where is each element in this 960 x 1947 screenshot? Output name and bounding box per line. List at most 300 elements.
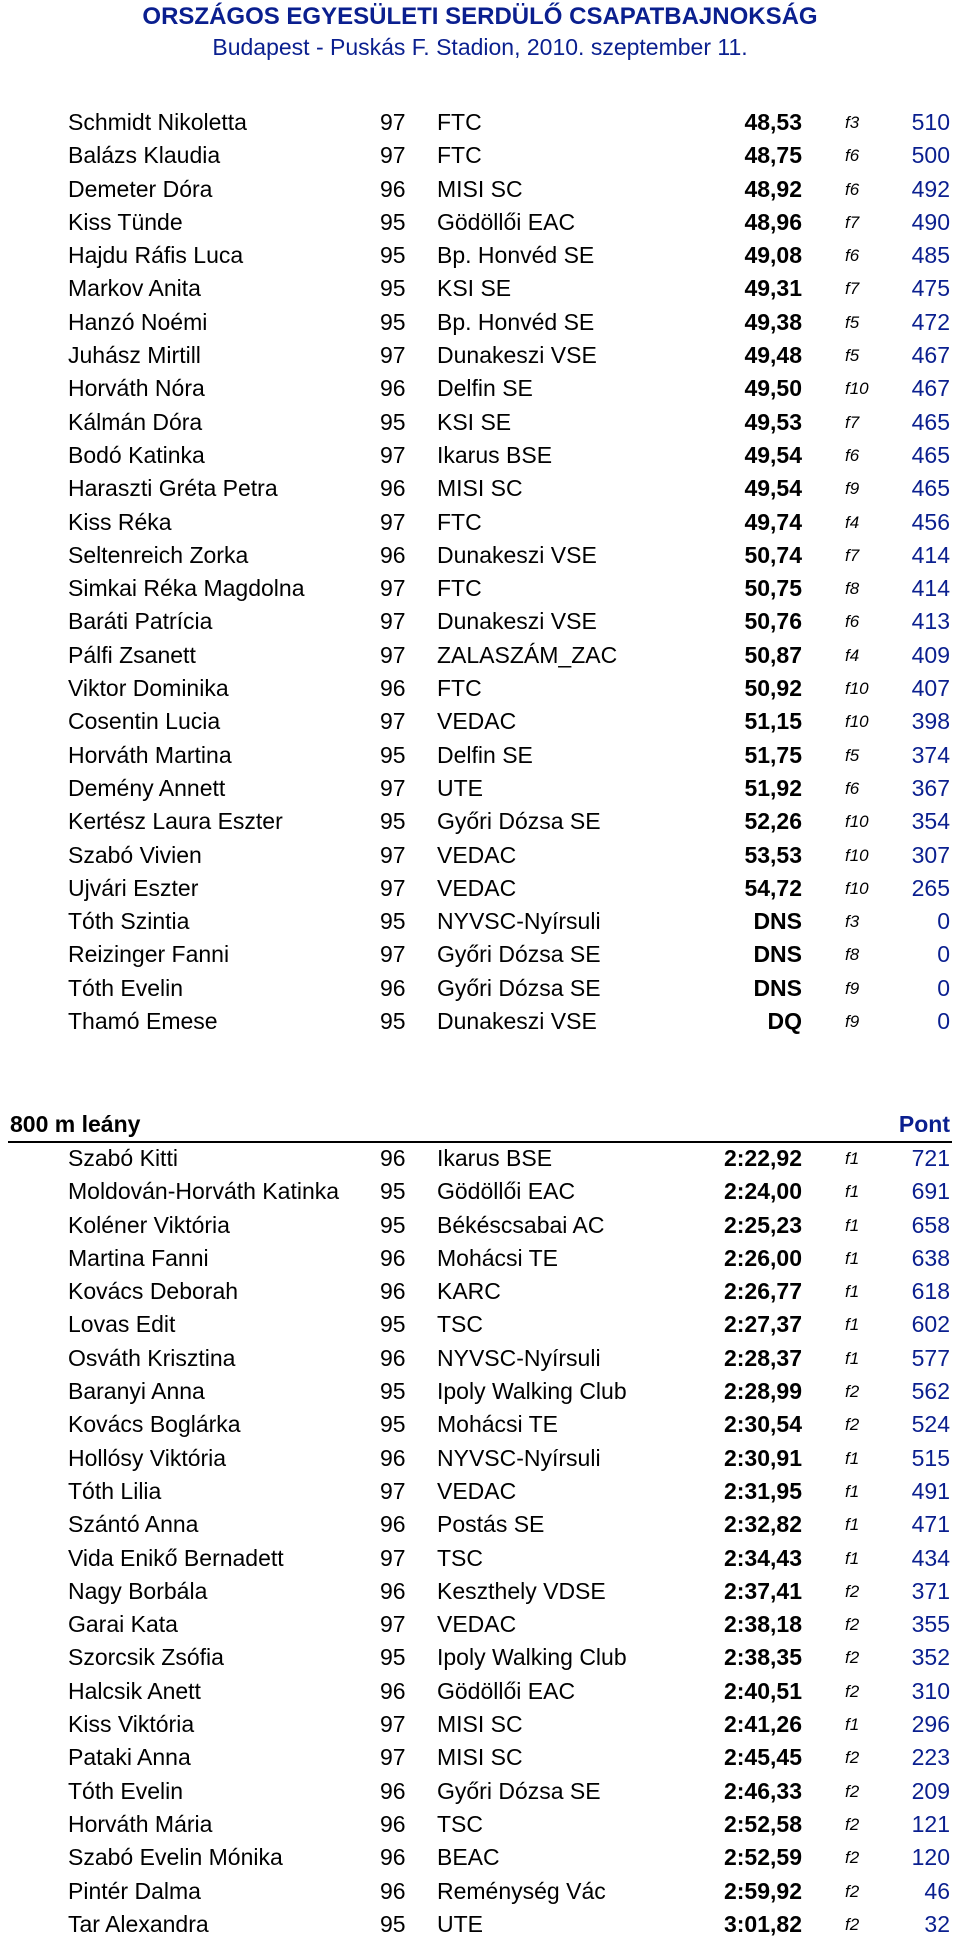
club-name: Gödöllői EAC	[437, 208, 576, 235]
results-table-1	[0, 106, 960, 1038]
table-row	[0, 539, 960, 572]
club-name: Bp. Honvéd SE	[437, 308, 595, 335]
athlete-name: Garai Kata	[68, 1611, 178, 1638]
result-time: 51,15	[744, 708, 802, 735]
club-name: Békéscsabai AC	[437, 1211, 605, 1238]
result-time: 49,48	[744, 342, 802, 369]
athlete-name: Nagy Borbála	[68, 1577, 208, 1604]
table-row	[0, 1275, 960, 1308]
club-name: ZALASZÁM_ZAC	[437, 641, 618, 668]
result-time: 2:52,59	[723, 1844, 802, 1871]
heat-label: f4	[845, 645, 860, 665]
points-value: 0	[937, 908, 950, 935]
birth-year: 96	[380, 1877, 406, 1904]
points-value: 490	[911, 208, 950, 235]
heat-label: f1	[845, 1481, 860, 1501]
table-row	[0, 1841, 960, 1874]
athlete-name: Baranyi Anna	[68, 1378, 205, 1405]
table-row	[0, 772, 960, 805]
athlete-name: Lovas Edit	[68, 1311, 176, 1338]
birth-year: 95	[380, 242, 406, 269]
heat-label: f2	[845, 1781, 860, 1801]
heat-label: f2	[845, 1881, 860, 1901]
result-time: 50,76	[744, 608, 802, 635]
heat-label: f2	[845, 1848, 860, 1868]
athlete-name: Tóth Lilia	[68, 1477, 162, 1504]
heat-label: f9	[845, 1012, 860, 1032]
birth-year: 97	[380, 774, 406, 801]
table-row	[0, 339, 960, 372]
table-row	[0, 739, 960, 772]
table-row	[0, 406, 960, 439]
athlete-name: Cosentin Lucia	[68, 708, 221, 735]
heat-label: f2	[845, 1681, 860, 1701]
section-header-800m	[8, 1108, 952, 1143]
birth-year: 96	[380, 1511, 406, 1538]
heat-label: f7	[845, 412, 860, 432]
athlete-name: Tóth Evelin	[68, 974, 184, 1001]
result-time: 48,53	[744, 109, 802, 135]
athlete-name: Hollósy Viktória	[68, 1444, 227, 1471]
points-value: 638	[911, 1244, 950, 1271]
birth-year: 95	[380, 1178, 406, 1205]
birth-year: 97	[380, 142, 406, 169]
result-time: 2:52,58	[723, 1810, 802, 1837]
points-value: 32	[924, 1910, 950, 1937]
page-title: ORSZÁGOS EGYESÜLETI SERDÜLŐ CSAPATBAJNOKSÁG	[142, 3, 818, 30]
points-value: 472	[911, 308, 950, 335]
table-row	[0, 1608, 960, 1641]
table-row	[0, 1342, 960, 1375]
club-name: Ipoly Walking Club	[437, 1644, 627, 1671]
points-value: 120	[911, 1844, 950, 1871]
result-time: 51,75	[744, 741, 802, 768]
table-row	[0, 272, 960, 305]
points-value: 414	[911, 575, 950, 602]
heat-label: f10	[845, 845, 869, 865]
table-row	[0, 839, 960, 872]
birth-year: 96	[380, 1577, 406, 1604]
club-name: KSI SE	[437, 275, 512, 302]
athlete-name: Kovács Deborah	[68, 1278, 239, 1305]
athlete-name: Ujvári Eszter	[68, 874, 199, 901]
table-row	[0, 1741, 960, 1774]
points-value: 492	[911, 175, 950, 202]
heat-label: f2	[845, 1615, 860, 1635]
club-name: Dunakeszi VSE	[437, 608, 597, 635]
athlete-name: Viktor Dominika	[68, 675, 229, 702]
birth-year: 95	[380, 908, 406, 935]
club-name: TSC	[437, 1810, 483, 1837]
birth-year: 95	[380, 1910, 406, 1937]
birth-year: 96	[380, 175, 406, 202]
points-value: 0	[937, 1008, 950, 1035]
athlete-name: Hanzó Noémi	[68, 308, 208, 335]
club-name: FTC	[437, 109, 482, 135]
heat-label: f5	[845, 346, 860, 366]
result-time: DNS	[753, 974, 802, 1001]
points-value: 409	[911, 641, 950, 668]
heat-label: f1	[845, 1448, 860, 1468]
athlete-name: Kiss Viktória	[68, 1711, 195, 1738]
points-value: 456	[911, 508, 950, 535]
club-name: NYVSC-Nyírsuli	[437, 908, 601, 935]
table-row	[0, 1875, 960, 1908]
club-name: Postás SE	[437, 1511, 545, 1538]
athlete-name: Kálmán Dóra	[68, 408, 203, 435]
athlete-name: Szabó Kitti	[68, 1145, 178, 1171]
table-row	[0, 1675, 960, 1708]
result-time: DNS	[753, 941, 802, 968]
points-value: 209	[911, 1777, 950, 1804]
result-time: 52,26	[744, 808, 802, 835]
club-name: NYVSC-Nyírsuli	[437, 1444, 601, 1471]
points-value: 434	[911, 1544, 950, 1571]
table-row	[0, 1005, 960, 1038]
page-subtitle: Budapest - Puskás F. Stadion, 2010. szeptember 11.	[212, 34, 748, 60]
athlete-name: Halcsik Anett	[68, 1677, 201, 1704]
club-name: Keszthely VDSE	[437, 1577, 606, 1604]
table-row	[0, 905, 960, 938]
result-time: 2:25,23	[723, 1211, 802, 1238]
heat-label: f3	[845, 113, 860, 132]
result-time: 2:31,95	[723, 1477, 802, 1504]
birth-year: 97	[380, 1477, 406, 1504]
points-value: 515	[911, 1444, 950, 1471]
athlete-name: Hajdu Ráfis Luca	[68, 242, 244, 269]
result-time: DQ	[767, 1008, 802, 1035]
athlete-name: Szabó Vivien	[68, 841, 202, 868]
birth-year: 95	[380, 1008, 406, 1035]
heat-label: f6	[845, 612, 860, 632]
athlete-name: Vida Enikő Bernadett	[68, 1544, 284, 1571]
athlete-name: Osváth Krisztina	[68, 1344, 236, 1371]
club-name: TSC	[437, 1544, 483, 1571]
heat-label: f9	[845, 978, 860, 998]
heat-label: f6	[845, 179, 860, 199]
points-value: 471	[911, 1511, 950, 1538]
birth-year: 95	[380, 1644, 406, 1671]
points-value: 414	[911, 541, 950, 568]
athlete-name: Demeter Dóra	[68, 175, 213, 202]
birth-year: 96	[380, 1444, 406, 1471]
table-row	[0, 1408, 960, 1441]
heat-label: f1	[845, 1348, 860, 1368]
club-name: MISI SC	[437, 1711, 523, 1738]
club-name: KSI SE	[437, 408, 512, 435]
points-value: 485	[911, 242, 950, 269]
club-name: VEDAC	[437, 1611, 517, 1638]
result-time: 2:30,54	[723, 1411, 802, 1438]
club-name: Mohácsi TE	[437, 1411, 559, 1438]
club-name: FTC	[437, 675, 482, 702]
points-value: 371	[911, 1577, 950, 1604]
table-row	[0, 1641, 960, 1674]
table-row	[0, 206, 960, 239]
birth-year: 96	[380, 475, 406, 502]
birth-year: 95	[380, 208, 406, 235]
heat-label: f5	[845, 745, 860, 765]
heat-label: f10	[845, 379, 869, 399]
club-name: UTE	[437, 1910, 483, 1937]
club-name: Győri Dózsa SE	[437, 974, 601, 1001]
result-time: 2:41,26	[723, 1711, 802, 1738]
birth-year: 96	[380, 1244, 406, 1271]
athlete-name: Markov Anita	[68, 275, 201, 302]
result-time: 53,53	[744, 841, 802, 868]
result-time: 2:24,00	[723, 1178, 802, 1205]
points-value: 223	[911, 1744, 950, 1771]
result-time: 49,38	[744, 308, 802, 335]
heat-label: f2	[845, 1914, 860, 1934]
table-row	[0, 1508, 960, 1541]
table-row	[0, 139, 960, 172]
heat-label: f1	[845, 1715, 860, 1735]
points-value: 618	[911, 1278, 950, 1305]
points-value: 367	[911, 774, 950, 801]
athlete-name: Demény Annett	[68, 774, 226, 801]
table-row	[0, 1808, 960, 1841]
points-value: 465	[911, 441, 950, 468]
points-value: 352	[911, 1644, 950, 1671]
heat-label: f1	[845, 1215, 860, 1235]
birth-year: 95	[380, 741, 406, 768]
points-value: 354	[911, 808, 950, 835]
club-name: Győri Dózsa SE	[437, 941, 601, 968]
result-time: 2:30,91	[723, 1444, 802, 1471]
club-name: TSC	[437, 1311, 483, 1338]
club-name: MISI SC	[437, 1744, 523, 1771]
club-name: FTC	[437, 575, 482, 602]
heat-label: f1	[845, 1182, 860, 1202]
club-name: Bp. Honvéd SE	[437, 242, 595, 269]
heat-label: f1	[845, 1248, 860, 1268]
athlete-name: Horváth Mária	[68, 1810, 213, 1837]
result-time: 2:45,45	[723, 1744, 802, 1771]
athlete-name: Haraszti Gréta Petra	[68, 475, 278, 502]
club-name: Győri Dózsa SE	[437, 1777, 601, 1804]
points-value: 46	[924, 1877, 950, 1904]
heat-label: f2	[845, 1748, 860, 1768]
heat-label: f1	[845, 1548, 860, 1568]
birth-year: 97	[380, 109, 406, 135]
club-name: Gödöllői EAC	[437, 1677, 576, 1704]
table-row	[0, 173, 960, 206]
table-row	[0, 1308, 960, 1341]
table-row	[0, 1209, 960, 1242]
result-time: 2:34,43	[723, 1544, 802, 1571]
result-time: 2:46,33	[723, 1777, 802, 1804]
club-name: Gödöllői EAC	[437, 1178, 576, 1205]
table-row	[0, 506, 960, 539]
birth-year: 97	[380, 575, 406, 602]
result-time: 2:28,99	[723, 1378, 802, 1405]
points-value: 658	[911, 1211, 950, 1238]
table-row	[0, 472, 960, 505]
points-value: 467	[911, 375, 950, 402]
club-name: Ikarus BSE	[437, 1145, 553, 1171]
heat-label: f5	[845, 312, 860, 332]
club-name: VEDAC	[437, 708, 517, 735]
birth-year: 97	[380, 342, 406, 369]
result-time: 2:38,35	[723, 1644, 802, 1671]
section-title: 800 m leány	[10, 1111, 141, 1137]
result-time: 2:59,92	[723, 1877, 802, 1904]
club-name: UTE	[437, 774, 483, 801]
heat-label: f10	[845, 712, 869, 732]
club-name: BEAC	[437, 1844, 500, 1871]
heat-label: f1	[845, 1282, 860, 1302]
result-time: 50,92	[744, 675, 802, 702]
club-name: FTC	[437, 508, 482, 535]
result-time: 49,74	[744, 508, 802, 535]
club-name: Dunakeszi VSE	[437, 541, 597, 568]
birth-year: 95	[380, 275, 406, 302]
table-row	[0, 372, 960, 405]
birth-year: 95	[380, 808, 406, 835]
table-row	[0, 1542, 960, 1575]
result-time: 2:32,82	[723, 1511, 802, 1538]
points-value: 467	[911, 342, 950, 369]
heat-label: f1	[845, 1315, 860, 1335]
points-value: 307	[911, 841, 950, 868]
athlete-name: Pálfi Zsanett	[68, 641, 196, 668]
points-value: 524	[911, 1411, 950, 1438]
table-row	[0, 805, 960, 838]
club-name: Győri Dózsa SE	[437, 808, 601, 835]
result-time: 49,31	[744, 275, 802, 302]
athlete-name: Martina Fanni	[68, 1244, 209, 1271]
results-table-800m	[0, 1142, 960, 1941]
athlete-name: Bodó Katinka	[68, 441, 205, 468]
birth-year: 97	[380, 1711, 406, 1738]
birth-year: 97	[380, 1611, 406, 1638]
result-time: 50,74	[744, 541, 802, 568]
table-row	[0, 1575, 960, 1608]
club-name: Ikarus BSE	[437, 441, 553, 468]
result-time: 49,54	[744, 475, 802, 502]
club-name: VEDAC	[437, 874, 517, 901]
result-time: 48,75	[744, 142, 802, 169]
birth-year: 97	[380, 508, 406, 535]
birth-year: 96	[380, 1278, 406, 1305]
table-row	[0, 106, 960, 139]
athlete-name: Tar Alexandra	[68, 1910, 209, 1937]
athlete-name: Seltenreich Zorka	[68, 541, 249, 568]
heat-label: f2	[845, 1415, 860, 1435]
birth-year: 96	[380, 1344, 406, 1371]
birth-year: 97	[380, 874, 406, 901]
athlete-name: Baráti Patrícia	[68, 608, 213, 635]
points-value: 310	[911, 1677, 950, 1704]
result-time: DNS	[753, 908, 802, 935]
heat-label: f2	[845, 1648, 860, 1668]
table-row	[0, 672, 960, 705]
birth-year: 97	[380, 708, 406, 735]
heat-label: f6	[845, 146, 860, 166]
athlete-name: Simkai Réka Magdolna	[68, 575, 305, 602]
result-time: 51,92	[744, 774, 802, 801]
result-time: 2:37,41	[723, 1577, 802, 1604]
athlete-name: Tóth Evelin	[68, 1777, 184, 1804]
birth-year: 97	[380, 1544, 406, 1571]
heat-label: f1	[845, 1149, 860, 1168]
athlete-name: Kiss Réka	[68, 508, 172, 535]
heat-label: f4	[845, 512, 860, 532]
table-row	[0, 1708, 960, 1741]
heat-label: f8	[845, 579, 860, 599]
points-value: 413	[911, 608, 950, 635]
heat-label: f2	[845, 1581, 860, 1601]
result-time: 2:38,18	[723, 1611, 802, 1638]
birth-year: 97	[380, 641, 406, 668]
points-value: 465	[911, 475, 950, 502]
points-value: 510	[911, 109, 950, 135]
result-time: 49,50	[744, 375, 802, 402]
points-value: 296	[911, 1711, 950, 1738]
athlete-name: Moldován-Horváth Katinka	[68, 1178, 340, 1205]
heat-label: f7	[845, 212, 860, 232]
heat-label: f6	[845, 445, 860, 465]
table-row	[0, 439, 960, 472]
table-row	[0, 1475, 960, 1508]
table-row	[0, 1375, 960, 1408]
club-name: KARC	[437, 1278, 501, 1305]
result-time: 50,75	[744, 575, 802, 602]
table-row	[0, 705, 960, 738]
club-name: Delfin SE	[437, 741, 533, 768]
table-row	[0, 572, 960, 605]
points-value: 0	[937, 941, 950, 968]
birth-year: 96	[380, 1844, 406, 1871]
points-value: 577	[911, 1344, 950, 1371]
club-name: Reménység Vác	[437, 1877, 606, 1904]
table-row	[0, 1175, 960, 1208]
athlete-name: Koléner Viktória	[68, 1211, 230, 1238]
result-time: 54,72	[744, 874, 802, 901]
club-name: NYVSC-Nyírsuli	[437, 1344, 601, 1371]
athlete-name: Szorcsik Zsófia	[68, 1644, 224, 1671]
athlete-name: Juhász Mirtill	[68, 342, 201, 369]
birth-year: 95	[380, 1411, 406, 1438]
club-name: Ipoly Walking Club	[437, 1378, 627, 1405]
birth-year: 96	[380, 1145, 406, 1171]
result-time: 50,87	[744, 641, 802, 668]
club-name: FTC	[437, 142, 482, 169]
document-header	[0, 0, 960, 62]
table-row	[0, 605, 960, 638]
result-time: 2:27,37	[723, 1311, 802, 1338]
heat-label: f10	[845, 812, 869, 832]
athlete-name: Kiss Tünde	[68, 208, 183, 235]
table-row	[0, 1908, 960, 1941]
result-time: 48,96	[744, 208, 802, 235]
heat-label: f7	[845, 279, 860, 299]
result-time: 2:22,92	[723, 1145, 802, 1171]
birth-year: 96	[380, 541, 406, 568]
points-value: 602	[911, 1311, 950, 1338]
result-time: 49,54	[744, 441, 802, 468]
points-value: 374	[911, 741, 950, 768]
club-name: Dunakeszi VSE	[437, 342, 597, 369]
table-row	[0, 639, 960, 672]
birth-year: 96	[380, 1777, 406, 1804]
club-name: Delfin SE	[437, 375, 533, 402]
heat-label: f10	[845, 679, 869, 699]
table-row	[0, 239, 960, 272]
birth-year: 97	[380, 941, 406, 968]
result-time: 2:40,51	[723, 1677, 802, 1704]
